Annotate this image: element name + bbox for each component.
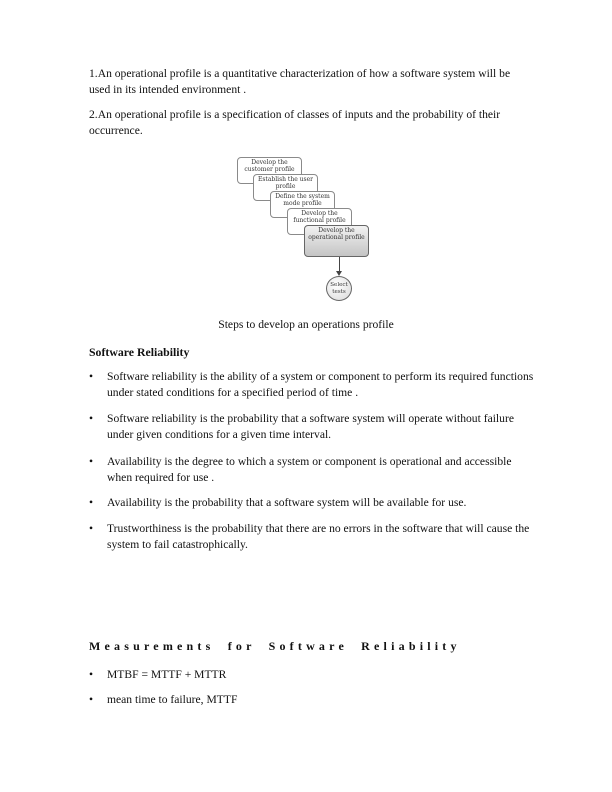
list-item-text: Availability is the probability that a software system will be available for use. [107, 496, 467, 509]
bullet-icon: • [89, 370, 94, 383]
diagram-step-customer-profile: Develop the customer profile [237, 157, 302, 184]
list-item-text: Availability is the degree to which a system or component is operational and accessible when required for use . [107, 455, 512, 484]
measurements-heading: Measurements for Software Reliability [89, 639, 461, 653]
diagram-step-system-mode-profile: Define the system mode profile [270, 191, 335, 218]
list-item-text: Software reliability is the probability that a software system will operate without failure under given conditions for a given time interval. [107, 412, 514, 441]
list-item-text: mean time to failure, MTTF [107, 693, 238, 706]
list-item [89, 692, 534, 708]
bullet-icon: • [89, 455, 94, 468]
figure-caption: Steps to develop an operations profile [218, 318, 394, 331]
intro-paragraph-2: 2.An operational profile is a specification of classes of inputs and the probability of their occurrence. [89, 108, 501, 137]
bullet-icon: • [89, 412, 94, 425]
list-item [89, 454, 534, 486]
list-item [89, 495, 534, 511]
list-item [89, 521, 534, 553]
list-item [89, 667, 534, 683]
diagram-step-user-profile: Establish the user profile [253, 174, 318, 201]
bullet-icon: • [89, 693, 94, 706]
bullet-icon: • [89, 668, 94, 681]
diagram-step-functional-profile: Develop the functional profile [287, 208, 352, 235]
list-item-text: Software reliability is the ability of a system or component to perform its required functions under stated conditions for a specified period of time . [107, 370, 534, 399]
list-item-text: Trustworthiness is the probability that there are no errors in the software that will cause the system to fail catastrophically. [107, 522, 530, 551]
software-reliability-heading: Software Reliability [89, 345, 190, 359]
operational-profile-diagram [232, 154, 378, 304]
intro-paragraph-1: 1.An operational profile is a quantitative characterization of how a software system will be used in its intended environment . [89, 67, 511, 96]
list-item [89, 411, 534, 443]
list-item-text: MTBF = MTTF + MTTR [107, 668, 227, 681]
list-item [89, 369, 534, 401]
bullet-icon: • [89, 496, 94, 509]
bullet-icon: • [89, 522, 94, 535]
diagram-step-select-tests: Select tests [326, 276, 352, 301]
diagram-step-operational-profile: Develop the operational profile [304, 225, 369, 257]
